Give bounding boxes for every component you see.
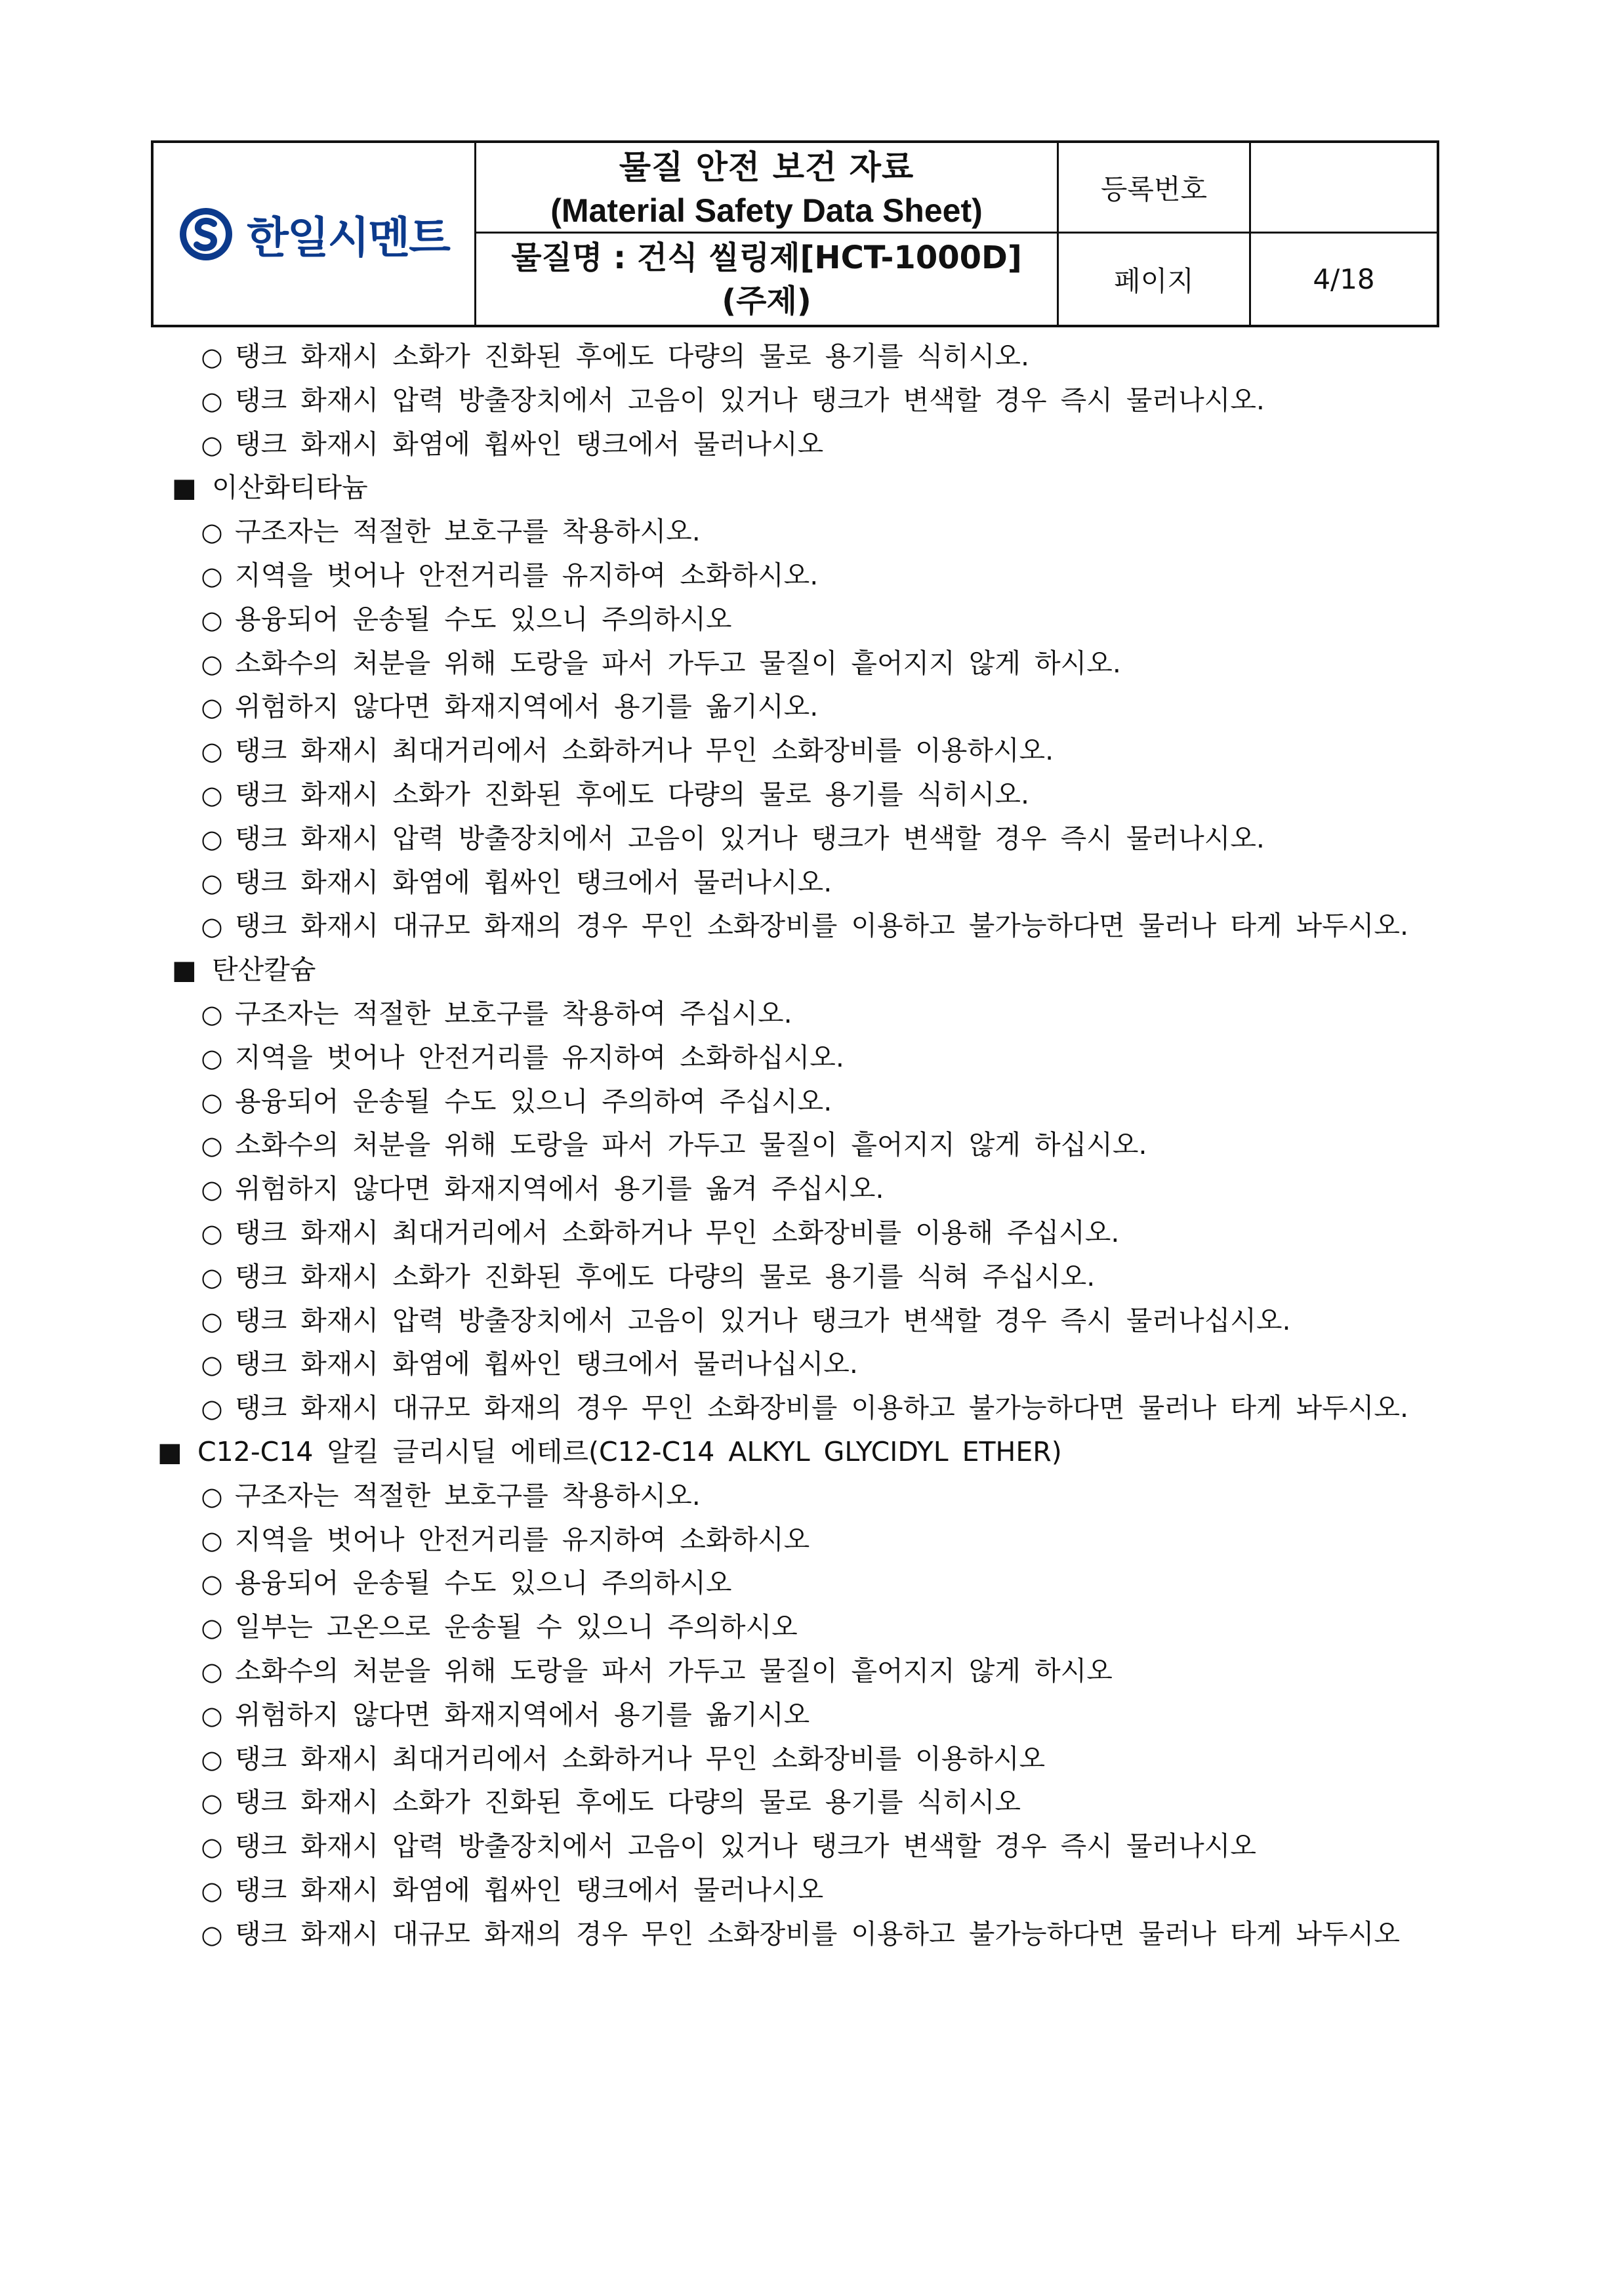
list-item-text: 탱크 화재시 화염에 휩싸인 탱크에서 물러나시오 [235,1874,824,1906]
list-item [151,1605,1439,1649]
list-item [151,510,1439,554]
registration-number-value [1251,143,1437,234]
list-item-text: 구조자는 적절한 보호구를 착용하여 주십시오. [235,997,792,1029]
list-item-text: 탱크 화재시 소화가 진화된 후에도 다량의 물로 용기를 식혀 주십시오. [235,1260,1096,1292]
list-item [151,422,1439,466]
square-bullet-icon: ■ [172,473,197,504]
circle-bullet-icon: ○ [201,1131,223,1160]
list-item-text: 위험하지 않다면 화재지역에서 용기를 옮기시오 [235,1698,810,1731]
list-item [151,1693,1439,1737]
list-item-text: 지역을 벗어나 안전거리를 유지하여 소화하십시오. [235,1041,844,1073]
list-item [151,335,1439,379]
circle-bullet-icon: ○ [201,693,223,722]
list-item [151,1518,1439,1562]
document-header [151,140,1439,327]
list-item [151,1649,1439,1693]
square-bullet-icon: ■ [172,955,197,986]
list-item [151,685,1439,729]
circle-bullet-icon: ○ [201,1876,223,1905]
list-item [151,1123,1439,1167]
circle-bullet-icon: ○ [201,1175,223,1204]
circle-bullet-icon: ○ [201,649,223,678]
circle-bullet-icon: ○ [201,605,223,634]
section-title: 탄산칼슘 [212,954,316,986]
circle-bullet-icon: ○ [201,1525,223,1555]
list-item-text: 용융되어 운송될 수도 있으니 주의하여 주십시오. [235,1085,832,1117]
list-item [151,642,1439,686]
circle-bullet-icon: ○ [201,868,223,897]
circle-bullet-icon: ○ [201,1350,223,1380]
list-item-text: 탱크 화재시 화염에 휩싸인 탱크에서 물러나시오 [235,428,824,460]
list-item [151,904,1439,948]
list-item-text: 탱크 화재시 압력 방출장치에서 고음이 있거나 탱크가 변색할 경우 즉시 물러나시오. [235,822,1265,854]
product-name-cell [476,234,1059,325]
circle-bullet-icon: ○ [201,1087,223,1117]
section-heading [151,948,1439,992]
list-item-text: 소화수의 처분을 위해 도랑을 파서 가두고 물질이 흩어지지 않게 하시오 [235,1654,1113,1687]
list-item [151,1299,1439,1343]
circle-bullet-icon: ○ [201,1656,223,1686]
circle-bullet-icon: ○ [201,780,223,810]
circle-bullet-icon: ○ [201,1262,223,1292]
list-item [151,992,1439,1036]
list-item-text: 지역을 벗어나 안전거리를 유지하여 소화하시오. [235,559,819,591]
list-item-text: 구조자는 적절한 보호구를 착용하시오. [235,516,701,548]
logo-text: 한일시멘트 [247,213,449,263]
document-title-cell [476,143,1059,234]
circle-bullet-icon: ○ [201,1744,223,1774]
list-item [151,1386,1439,1430]
list-item-text: 탱크 화재시 화염에 휩싸인 탱크에서 물러나시오. [235,866,832,898]
list-item [151,1342,1439,1386]
document-title-english: (Material Safety Data Sheet) [550,192,983,229]
product-variant: (주제) [722,282,811,319]
section-heading [151,466,1439,510]
hanil-logo-icon [178,207,234,262]
circle-bullet-icon: ○ [201,1919,223,1949]
circle-bullet-icon: ○ [201,1832,223,1862]
list-item [151,1912,1439,1956]
list-item-text: 탱크 화재시 대규모 화재의 경우 무인 소화장비를 이용하고 불가능하다면 물러나 타게 놔두시오. [235,910,1409,942]
list-item [151,1561,1439,1605]
circle-bullet-icon: ○ [201,1481,223,1511]
list-item-text: 탱크 화재시 대규모 화재의 경우 무인 소화장비를 이용하고 불가능하다면 물러나 타게 놔두시오. [235,1392,1409,1424]
section-title: 이산화티타늄 [212,472,368,504]
circle-bullet-icon: ○ [201,1218,223,1248]
list-item [151,1474,1439,1518]
logo-cell [154,143,476,325]
square-bullet-icon: ■ [157,1437,182,1467]
list-item [151,1868,1439,1912]
circle-bullet-icon: ○ [201,824,223,853]
list-item-text: 탱크 화재시 화염에 휩싸인 탱크에서 물러나십시오. [235,1348,858,1380]
circle-bullet-icon: ○ [201,1569,223,1599]
list-item [151,1737,1439,1781]
circle-bullet-icon: ○ [201,912,223,941]
list-item [151,773,1439,817]
company-logo [178,203,449,265]
list-item-text: 탱크 화재시 대규모 화재의 경우 무인 소화장비를 이용하고 불가능하다면 물러나 타게 놔두시오 [235,1917,1400,1950]
page-label: 페이지 [1059,234,1251,325]
list-item [151,817,1439,861]
list-item [151,379,1439,422]
circle-bullet-icon: ○ [201,999,223,1029]
circle-bullet-icon: ○ [201,342,223,371]
list-item [151,1211,1439,1255]
list-item-text: 탱크 화재시 소화가 진화된 후에도 다량의 물로 용기를 식히시오 [235,1786,1021,1818]
list-item-text: 용융되어 운송될 수도 있으니 주의하시오 [235,603,732,635]
list-item-text: 탱크 화재시 최대거리에서 소화하거나 무인 소화장비를 이용해 주십시오. [235,1216,1120,1248]
list-item-text: 탱크 화재시 최대거리에서 소화하거나 무인 소화장비를 이용하시오. [235,735,1054,767]
list-item [151,554,1439,598]
circle-bullet-icon: ○ [201,737,223,766]
section-title: C12-C14 알킬 글리시딜 에테르(C12-C14 ALKYL GLYCIDYL ETHER) [197,1435,1062,1467]
list-item-text: 위험하지 않다면 화재지역에서 용기를 옮기시오. [235,691,819,723]
list-item-text: 일부는 고온으로 운송될 수 있으니 주의하시오 [235,1611,798,1643]
document-body [151,335,1439,1956]
product-name: 물질명 : 건식 씰링제[HCT-1000D] [511,239,1022,276]
page-number: 4/18 [1313,263,1375,295]
list-item-text: 탱크 화재시 최대거리에서 소화하거나 무인 소화장비를 이용하시오 [235,1742,1046,1774]
circle-bullet-icon: ○ [201,1306,223,1336]
circle-bullet-icon: ○ [201,1788,223,1818]
list-item [151,1080,1439,1124]
circle-bullet-icon: ○ [201,386,223,415]
list-item [151,598,1439,642]
circle-bullet-icon: ○ [201,561,223,590]
section-heading [151,1430,1439,1474]
list-item [151,1167,1439,1211]
list-item [151,729,1439,773]
circle-bullet-icon: ○ [201,430,223,459]
circle-bullet-icon: ○ [201,518,223,547]
registration-number-label: 등록번호 [1059,143,1251,234]
circle-bullet-icon: ○ [201,1700,223,1730]
list-item [151,1824,1439,1868]
list-item-text: 탱크 화재시 소화가 진화된 후에도 다량의 물로 용기를 식히시오. [235,340,1030,372]
circle-bullet-icon: ○ [201,1613,223,1643]
list-item-text: 소화수의 처분을 위해 도랑을 파서 가두고 물질이 흩어지지 않게 하십시오. [235,1129,1147,1161]
list-item-text: 탱크 화재시 압력 방출장치에서 고음이 있거나 탱크가 변색할 경우 즉시 물러나십시오. [235,1304,1291,1336]
list-item-text: 구조자는 적절한 보호구를 착용하시오. [235,1479,701,1511]
document-title-korean: 물질 안전 보건 자료 [619,148,914,186]
list-item [151,1255,1439,1299]
list-item-text: 탱크 화재시 압력 방출장치에서 고음이 있거나 탱크가 변색할 경우 즉시 물러나시오 [235,1830,1256,1862]
list-item-text: 소화수의 처분을 위해 도랑을 파서 가두고 물질이 흩어지지 않게 하시오. [235,647,1121,679]
list-item-text: 탱크 화재시 압력 방출장치에서 고음이 있거나 탱크가 변색할 경우 즉시 물러나시오. [235,384,1265,416]
list-item-text: 위험하지 않다면 화재지역에서 용기를 옮겨 주십시오. [235,1173,884,1205]
list-item-text: 용융되어 운송될 수도 있으니 주의하시오 [235,1567,732,1599]
circle-bullet-icon: ○ [201,1394,223,1424]
list-item-text: 지역을 벗어나 안전거리를 유지하여 소화하시오 [235,1523,810,1555]
list-item [151,1780,1439,1824]
list-item-text: 탱크 화재시 소화가 진화된 후에도 다량의 물로 용기를 식히시오. [235,778,1030,810]
circle-bullet-icon: ○ [201,1043,223,1073]
list-item [151,861,1439,905]
list-item [151,1036,1439,1080]
